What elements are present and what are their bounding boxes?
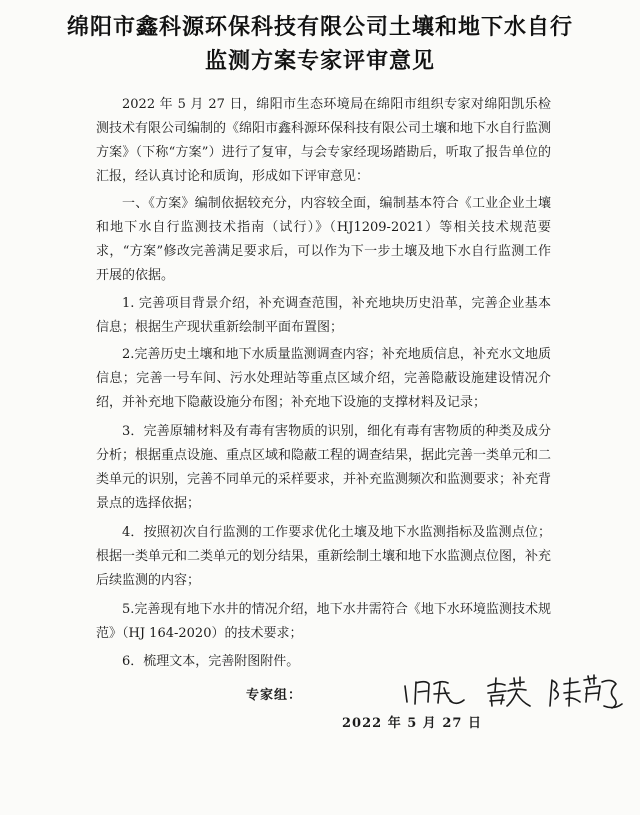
signature-3: [550, 675, 622, 708]
opinion-item-3: 3．完善原辅材料及有毒有害物质的识别，细化有毒有害物质的种类及成分分析；根据重点设施、重点区域和隐蔽工程的调查结果，据此完善一类单元和二类单元的识别，完善不同单元的采样要求，并补充监测频次和监测要求；补充背景点的选择依据；: [96, 424, 552, 511]
opinion-item-2: 2.完善历史土壤和地下水质量监测调查内容；补充地质信息，补充水文地质信息；完善一号车间、污水处理站等重点区域介绍，完善隐蔽设施建设情况介绍，并补充地下隐蔽设施分布图；补充地下设施的支撑材料及记录；: [96, 347, 551, 410]
opinion-item-1: 1. 完善项目背景介绍，补充调查范围，补充地块历史沿革，完善企业基本信息；根据生产现状重新绘制平面布置图；: [96, 296, 551, 335]
opinion-item-5: 5.完善现有地下水井的情况介绍，地下水井需符合《地下水环境监测技术规范》（HJ 164-2020）的技术要求；: [96, 602, 551, 641]
opinion-item-4: 4．按照初次自行监测的工作要求优化土壤及地下水监测指标及监测点位；根据一类单元和二类单元的划分结果，重新绘制土壤和地下水监测点位图，补充后续监测的内容；: [96, 525, 552, 588]
signature-1: [405, 682, 464, 704]
document-title-line-2: 监测方案专家评审意见: [204, 49, 435, 74]
signature-2: [488, 677, 530, 706]
document-title-line-1: 绵阳市鑫科源环保科技有限公司土壤和地下水自行: [66, 15, 573, 40]
handwritten-signatures: [402, 666, 627, 716]
document-date: 2022 年 5 月 27 日: [342, 716, 482, 731]
intro-paragraph: 2022 年 5 月 27 日，绵阳市生态环境局在绵阳市组织专家对绵阳凯乐检测技术有限公司编制的《绵阳市鑫科源环保科技有限公司土壤和地下水自行监测方案》（下称“方案”）进行了复审，与会专家经现场踏勘后，听取了报告单位的汇报，经认真讨论和质询，形成如下评审意见：: [96, 97, 552, 184]
expert-group-label: 专家组：: [246, 688, 303, 703]
conclusion-paragraph: 一、《方案》编制依据较充分，内容较全面，编制基本符合《工业企业土壤和地下水自行监测技术指南（试行）》（HJ1209-2021）等相关技术规范要求，“方案”修改完善满足要求后，可以作为下一步土壤及地下水自行监测工作开展的依据。: [96, 196, 551, 283]
opinion-item-6: 6．梳理文本，完善附图附件。: [122, 654, 300, 669]
